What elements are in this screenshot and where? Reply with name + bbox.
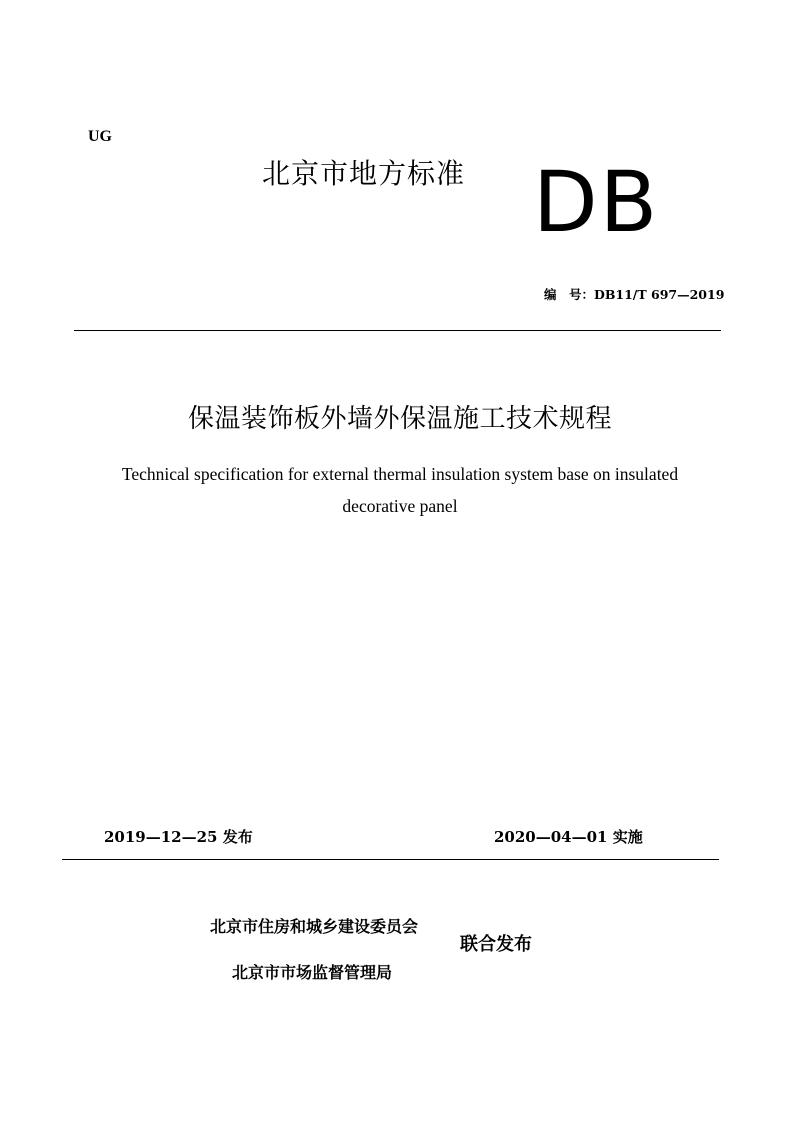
issue-date: 2019—12—25 发布 (104, 828, 253, 846)
publisher-housing-commission: 北京市住房和城乡建设委员会 (210, 917, 419, 936)
standard-number: 编 号：DB11/T 697—2019 (544, 287, 725, 302)
bottom-divider (62, 859, 719, 860)
db-logo: DB (533, 153, 660, 251)
document-title-chinese: 保温装饰板外墙外保温施工技术规程 (187, 404, 612, 434)
joint-publication-label: 联合发布 (460, 934, 532, 955)
document-title-english: Technical specification for external thermal insulation system base on insulated decorative panel (121, 464, 679, 516)
ics-code: UG (88, 128, 112, 145)
top-divider (74, 330, 721, 331)
publisher-market-regulation-bureau: 北京市市场监督管理局 (232, 963, 393, 982)
implementation-date: 2020—04—01 实施 (494, 828, 643, 846)
standard-type-heading: 北京市地方标准 (262, 157, 466, 190)
